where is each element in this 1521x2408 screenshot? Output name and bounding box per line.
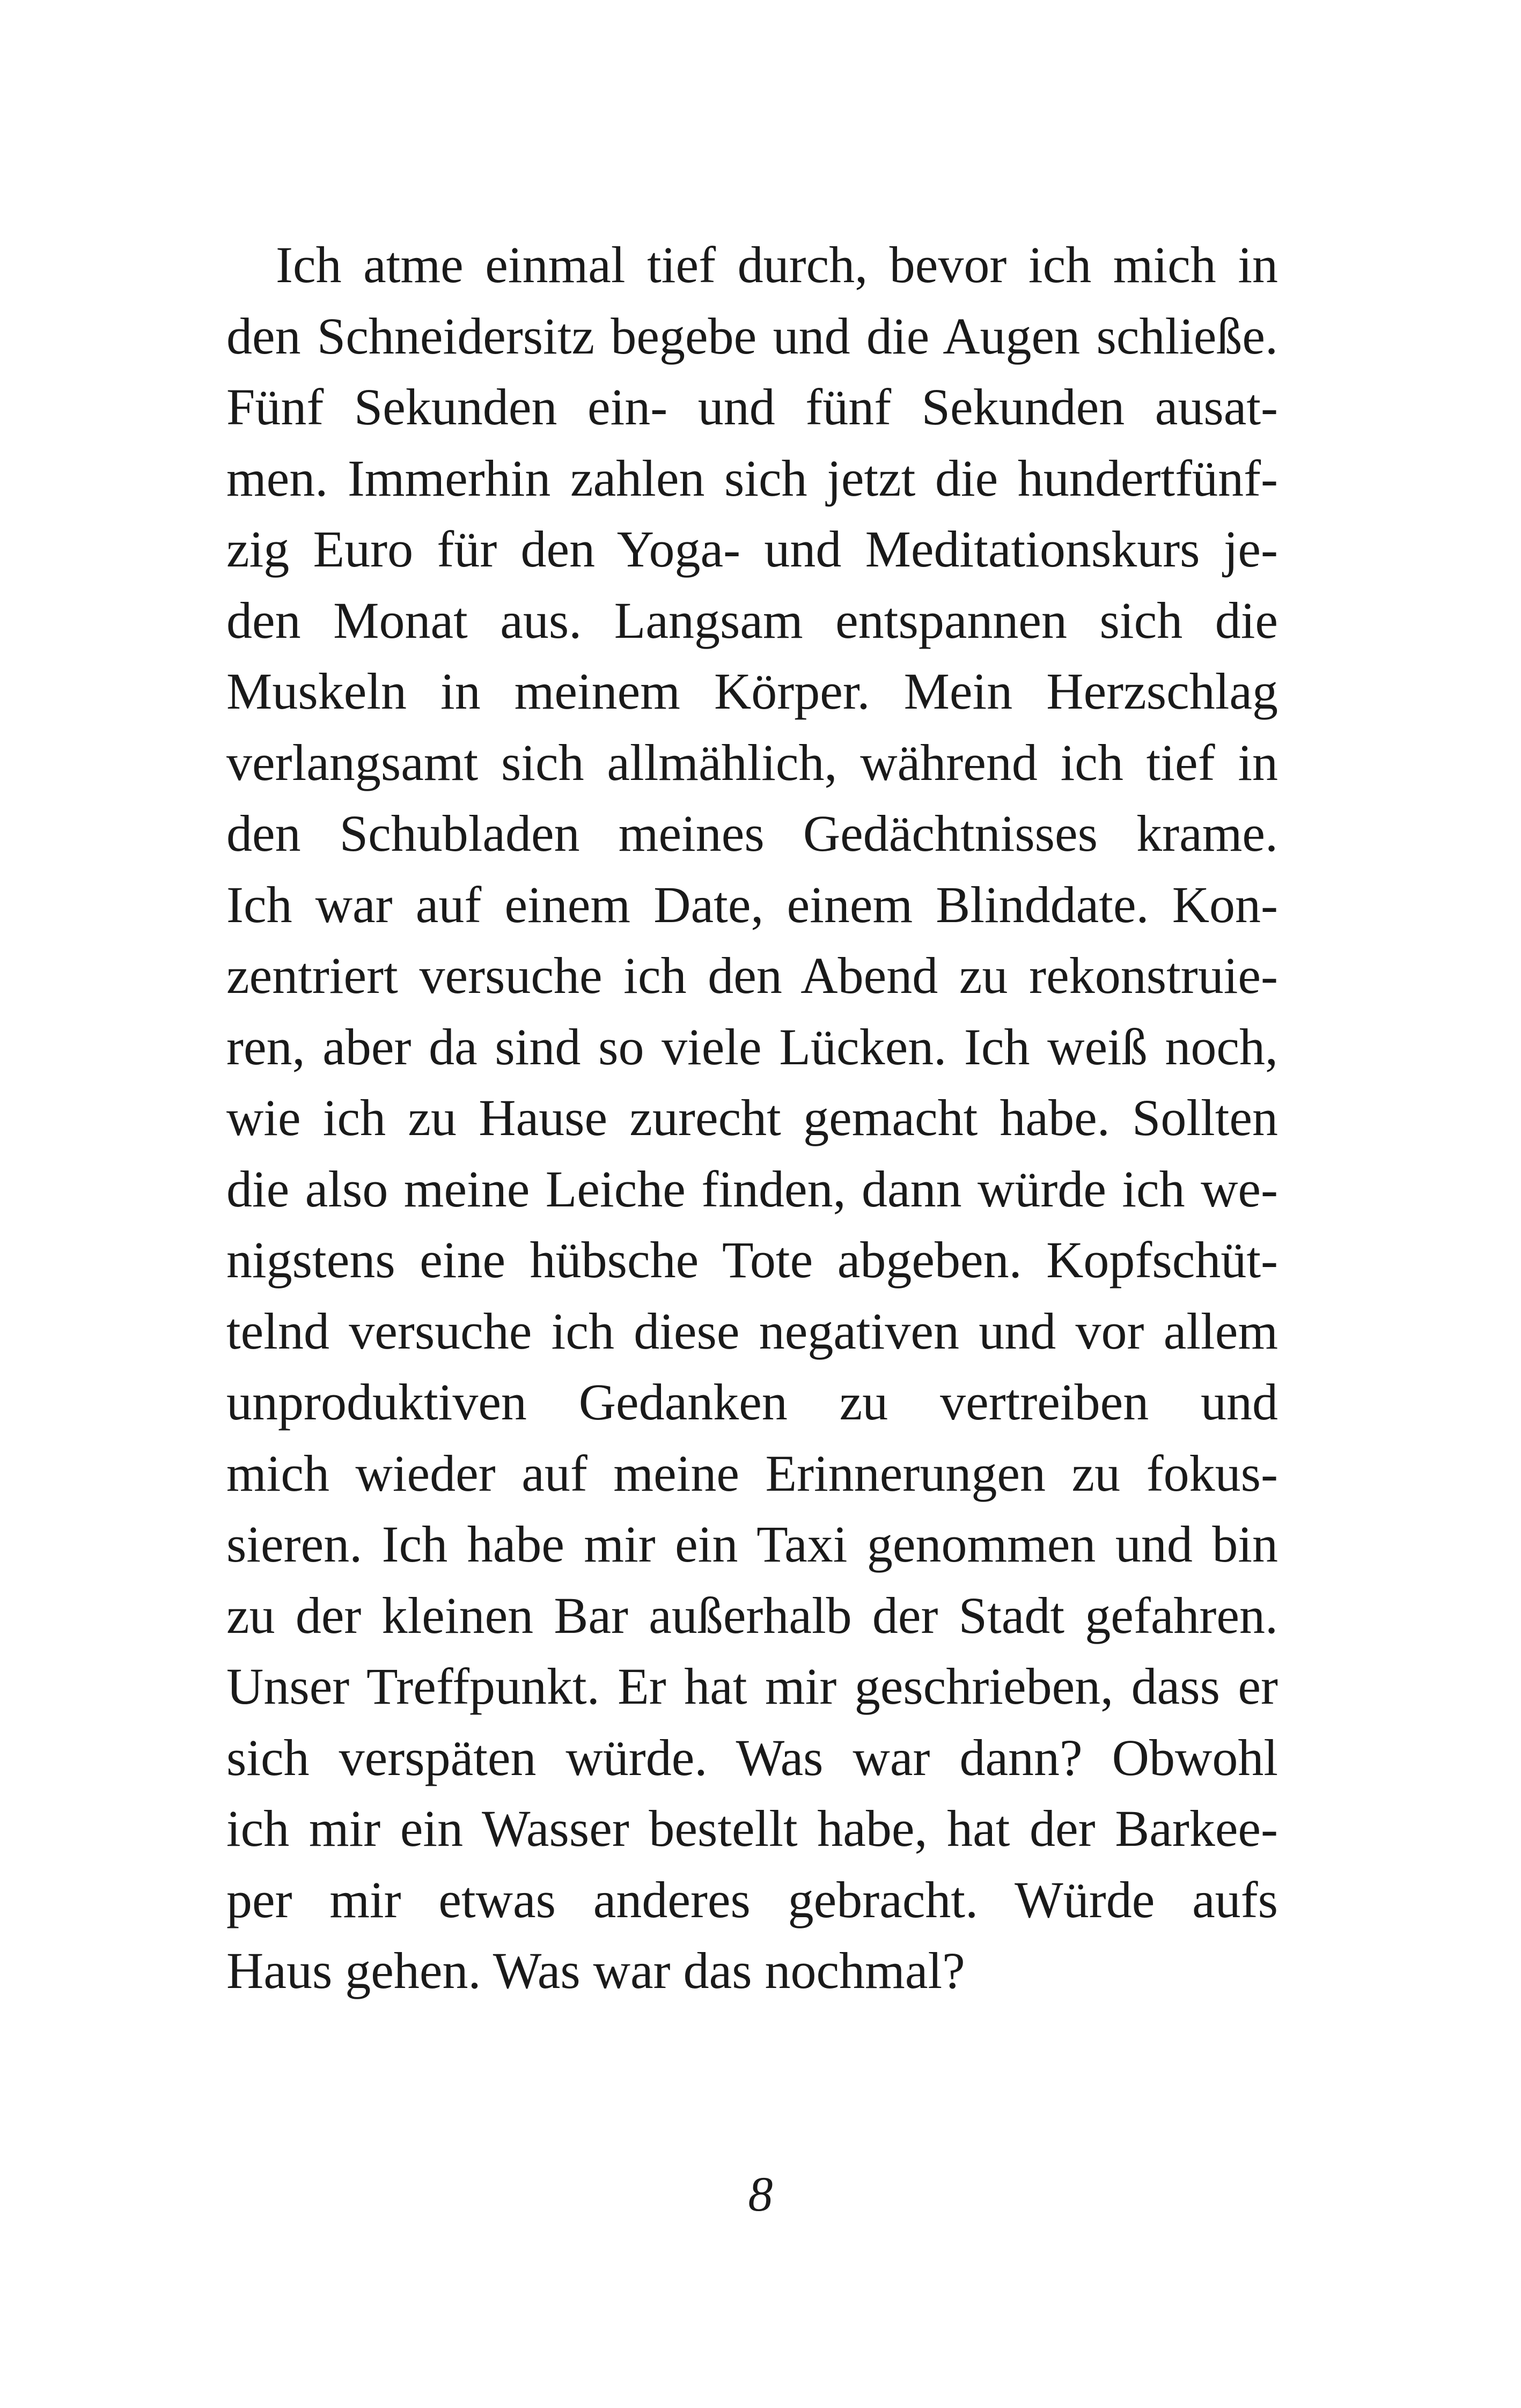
text-line: die also meine Leiche finden, dann würde ich we- (226, 1160, 1278, 1218)
text-line: verlangsamt sich allmählich, während ich tief in (226, 733, 1278, 791)
page-number: 8 (748, 2167, 773, 2221)
body-paragraph (226, 230, 1278, 2007)
text-line: unproduktiven Gedanken zu vertreiben und (226, 1373, 1278, 1431)
text-line: mich wieder auf meine Erinnerungen zu fokus- (226, 1444, 1278, 1502)
text-line: wie ich zu Hause zurecht gemacht habe. Sollten (226, 1089, 1278, 1146)
text-line: Ich atme einmal tief durch, bevor ich mich in (276, 236, 1278, 293)
text-line: den Schneidersitz begebe und die Augen schließe. (226, 307, 1278, 365)
text-line: zig Euro für den Yoga- und Meditationskurs je- (226, 520, 1278, 578)
text-line: per mir etwas anderes gebracht. Würde aufs (226, 1871, 1278, 1928)
text-line: ren, aber da sind so viele Lücken. Ich weiß noch, (226, 1018, 1278, 1076)
text-line: den Monat aus. Langsam entspannen sich die (226, 591, 1278, 649)
text-line-last: Haus gehen. Was war das nochmal? (226, 1942, 965, 1999)
text-line: Fünf Sekunden ein- und fünf Sekunden ausat- (226, 378, 1278, 436)
text-line: den Schubladen meines Gedächtnisses krame. (226, 805, 1278, 862)
text-line: men. Immerhin zahlen sich jetzt die hundertfünf- (226, 449, 1278, 507)
text-line: telnd versuche ich diese negativen und vor allem (226, 1302, 1278, 1360)
text-line: Muskeln in meinem Körper. Mein Herzschlag (226, 662, 1278, 720)
text-line: zu der kleinen Bar außerhalb der Stadt gefahren. (226, 1586, 1278, 1644)
text-line: ich mir ein Wasser bestellt habe, hat der Barkee- (226, 1800, 1278, 1857)
text-line: Unser Treffpunkt. Er hat mir geschrieben, dass er (226, 1658, 1278, 1715)
text-line: sieren. Ich habe mir ein Taxi genommen und bin (226, 1515, 1278, 1573)
text-line: sich verspäten würde. Was war dann? Obwohl (226, 1728, 1278, 1786)
text-line: zentriert versuche ich den Abend zu rekonstruie- (226, 947, 1278, 1004)
text-line: nigstens eine hübsche Tote abgeben. Kopfschüt- (226, 1231, 1278, 1288)
text-line: Ich war auf einem Date, einem Blinddate. Kon- (226, 875, 1278, 933)
